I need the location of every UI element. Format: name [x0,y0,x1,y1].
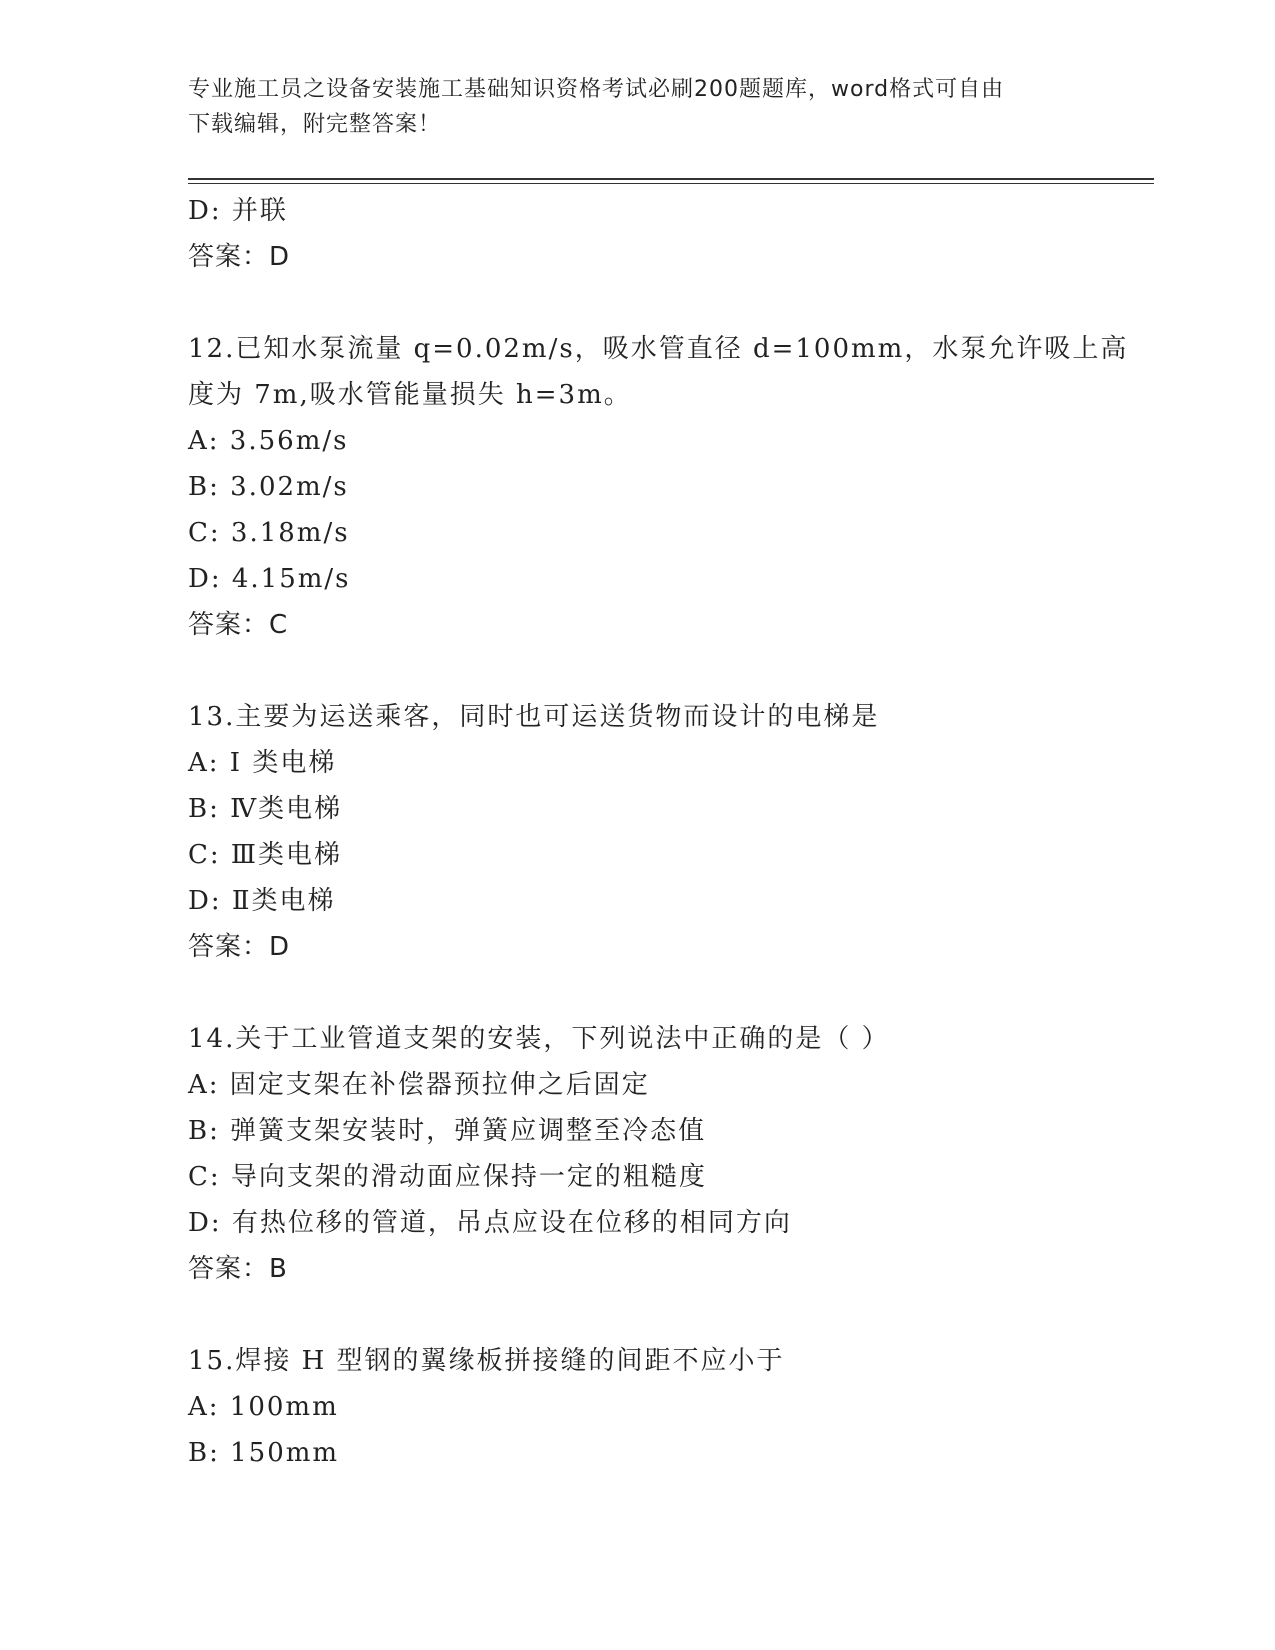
option-b: B: 3.02m/s [188,472,349,502]
question-15 [188,1338,1148,1476]
question-stem: 13.主要为运送乘客，同时也可运送货物而设计的电梯是 [188,702,880,732]
question-11 [188,188,1148,280]
question-14 [188,1016,1148,1292]
option-b: B: 弹簧支架安装时，弹簧应调整至冷态值 [188,1116,707,1146]
option-a: A: 固定支架在补偿器预拉伸之后固定 [188,1070,650,1100]
option-c: C: 导向支架的滑动面应保持一定的粗糙度 [188,1162,707,1192]
answer: 答案：C [188,610,289,640]
header-rule-thick [188,178,1154,180]
option-a: A: 100mm [188,1392,339,1422]
option-d: D: 并联 [188,196,288,226]
answer: 答案：D [188,242,291,272]
header-line-1: 专业施工员之设备安装施工基础知识资格考试必刷200题题库，word格式可自由 [188,77,1005,102]
header-line-2: 下载编辑，附完整答案！ [188,112,442,137]
option-b: B: Ⅳ类电梯 [188,794,343,824]
option-c: C: Ⅲ类电梯 [188,840,342,870]
option-a: A: I 类电梯 [188,748,337,778]
option-c: C: 3.18m/s [188,518,350,548]
question-stem-cont: 度为 7m,吸水管能量损失 h=3m。 [188,380,632,410]
question-12 [188,326,1148,648]
option-d: D: 有热位移的管道，吊点应设在位移的相同方向 [188,1208,792,1238]
question-stem: 12.已知水泵流量 q=0.02m/s，吸水管直径 d=100mm，水泵允许吸上高 [188,334,1129,364]
answer: 答案：B [188,1254,288,1284]
answer: 答案：D [188,932,291,962]
option-b: B: 150mm [188,1438,340,1468]
option-d: D: 4.15m/s [188,564,351,594]
question-stem: 15.焊接 H 型钢的翼缘板拼接缝的间距不应小于 [188,1346,785,1376]
option-d: D: Ⅱ类电梯 [188,886,336,916]
document-header [188,72,1068,142]
option-a: A: 3.56m/s [188,426,349,456]
question-list [188,188,1148,1476]
question-stem: 14.关于工业管道支架的安装，下列说法中正确的是（ ） [188,1024,890,1054]
header-rule-thin [188,183,1154,184]
question-13 [188,694,1148,970]
